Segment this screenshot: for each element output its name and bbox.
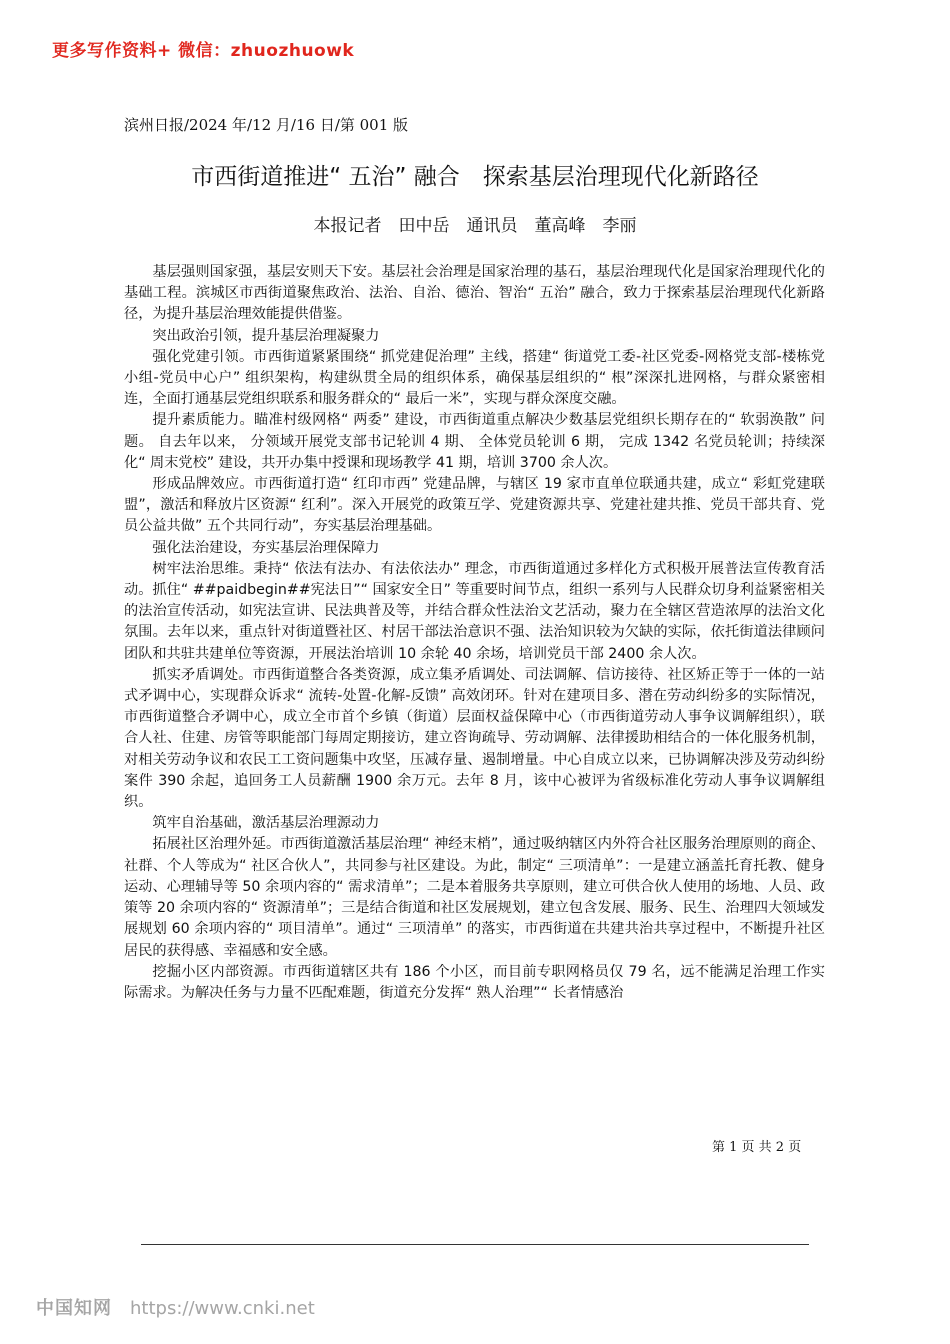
paragraph: 拓展社区治理外延。市西街道激活基层治理“ 神经末梢”，通过吸纳辖区内外符合社区服务治理原则的商企、社群、个人等成为“ 社区合伙人”，共同参与社区建设。为此，制定“ 三项清单”：一是建立涵盖托育托教、健身运动、心理辅导等 50 余项内容的“ 需求清单”；二是本着服务共享原则，建立可供合伙人使用的场地、人员、政策等 20 余项内容的“ 资源清单”；三是结合街道和社区发展规划，建立包含发展、服务、民生、治理四大领域发展规划 60 余项内容的“ 项目清单”。通过“ 三项清单” 的落实，市西街道在共建共治共享过程中，不断提升社区居民的获得感、幸福感和安全感。: [124, 836, 825, 959]
section-heading: 强化法治建设，夯实基层治理保障力: [152, 539, 380, 556]
section-heading: 筑牢自治基础，激活基层治理源动力: [152, 815, 380, 832]
paragraph: 挖掘小区内部资源。市西街道辖区共有 186 个小区，而目前专职网格员仅 79 名，远不能满足治理工作实际需求。为解决任务与力量不匹配难题，街道充分发挥“ 熟人治理”“ 长者情感治: [124, 963, 825, 1001]
paragraph: 基层强则国家强，基层安则天下安。基层社会治理是国家治理的基石，基层治理现代化是国家治理现代化的基础工程。滨城区市西街道聚焦政治、法治、自治、德治、智治“ 五治” 融合，致力于探索基层治理现代化新路径，为提升基层治理效能提供借鉴。: [124, 264, 825, 323]
cnki-logo: 中国知网: [36, 1298, 112, 1319]
paragraph: 树牢法治思维。秉持“ 依法有法办、有法依法办” 理念，市西街道通过多样化方式积极开展普法宣传教育活动。抓住“ ##paidbegin##宪法日”“ 国家安全日” 等重要时间节点，组织一系列与人民群众切身利益紧密相关的法治宣传活动，如宪法宣讲、民法典普及等，并结合群众性法治文艺活动，聚力在全辖区营造浓厚的法治文化氛围。去年以来，重点针对街道暨社区、村居干部法治意识不强、法治知识较为欠缺的实际，依托街道法律顾问团队和共驻共建单位等资源，开展法治培训 10 余轮 40 余场，培训党员干部 2400 余人次。: [124, 560, 825, 662]
cnki-url: https://www.cnki.net: [130, 1298, 315, 1319]
article-body: [124, 262, 825, 1004]
footer-divider: [141, 1244, 809, 1245]
paragraph: 强化党建引领。市西街道紧紧围绕“ 抓党建促治理” 主线，搭建“ 街道党工委-社区党委-网格党支部-楼栋党小组-党员中心户” 组织架构，构建纵贯全局的组织体系，确保基层组织的“ 根”深深扎进网格，与群众紧密相连，全面打通基层党组织联系和服务群众的“ 最后一米”，实现与群众深度交融。: [124, 348, 825, 408]
cnki-watermark: [36, 1294, 315, 1320]
paragraph: 形成品牌效应。市西街道打造“ 红印市西” 党建品牌，与辖区 19 家市直单位联通共建，成立“ 彩虹党建联盟”，激活和释放片区资源“ 红利”。深入开展党的政策互学、党建资源共享、党建社建共推、党员干部共育、党员公益共做” 五个共同行动”，夯实基层治理基础。: [124, 476, 825, 535]
promo-banner[interactable]: 更多写作资料+ 微信：zhuozhuowk: [52, 41, 355, 61]
source-line: 滨州日报/2024 年/12 月/16 日/第 001 版: [124, 116, 409, 134]
section-heading: 突出政治引领，提升基层治理凝聚力: [152, 327, 380, 344]
article-title: 市西街道推进“ 五治” 融合 探索基层治理现代化新路径: [191, 164, 759, 190]
paragraph: 提升素质能力。瞄准村级网格“ 两委” 建设，市西街道重点解决少数基层党组织长期存在的“ 软弱涣散” 问题。 自去年以来， 分领域开展党支部书记轮训 4 期、 全体党员轮训 6 期， 完成 1342 名党员轮训；持续深化“ 周末党校” 建设，共开办集中授课和现场教学 41 期，培训 3700 余人次。: [124, 412, 825, 471]
article-byline: 本报记者 田中岳 通讯员 董高峰 李丽: [313, 216, 637, 236]
page-number: 第 1 页 共 2 页: [712, 1140, 802, 1155]
paragraph: 抓实矛盾调处。市西街道整合各类资源，成立集矛盾调处、司法调解、信访接待、社区矫正等于一体的一站式矛调中心，实现群众诉求“ 流转-处置-化解-反馈” 高效闭环。针对在建项目多、潜在劳动纠纷多的实际情况，市西街道整合矛调中心，成立全市首个乡镇（街道）层面权益保障中心（市西街道劳动人事争议调解组织），联合人社、住建、房管等职能部门每周定期接访，建立咨询疏导、劳动调解、法律援助相结合的一体化服务机制，对相关劳动争议和农民工工资问题集中攻坚，压减存量、遏制增量。中心自成立以来，已协调解决涉及劳动纠纷案件 390 余起，追回务工人员薪酬 1900 余万元。去年 8 月，该中心被评为省级标准化劳动人事争议调解组织。: [124, 666, 825, 811]
